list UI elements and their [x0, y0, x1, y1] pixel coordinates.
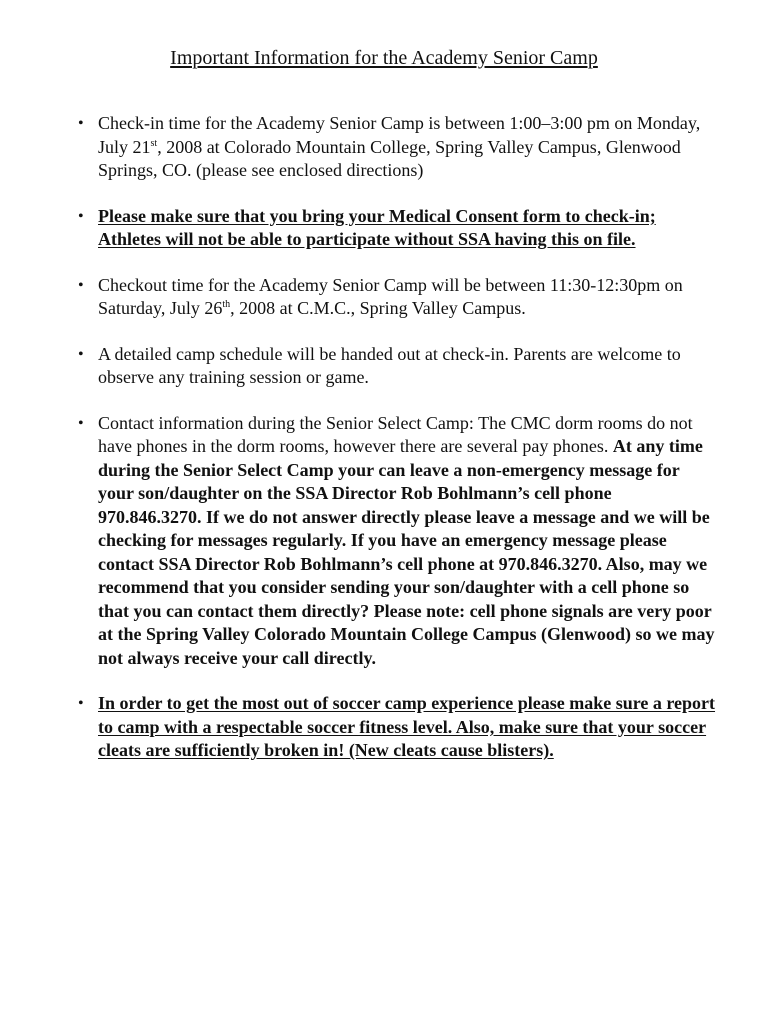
bullet-icon: •	[78, 345, 84, 363]
bullet-icon: •	[78, 115, 84, 132]
list-item-contact-info	[78, 412, 718, 671]
information-list	[78, 112, 718, 785]
fitness-text: In order to get the most out of soccer camp experience please make sure a report to camp with a respectable soccer fitness level. Also, make sure that your soccer cleats are sufficiently broken in! (New cleats cause blisters).	[98, 693, 716, 760]
list-item-checkout	[78, 274, 718, 321]
bullet-icon: •	[78, 414, 84, 432]
bullet-icon: •	[78, 695, 84, 712]
schedule-text: A detailed camp schedule will be handed out at check-in. Parents are welcome to observe any training session or game.	[98, 343, 681, 387]
list-item-checkin	[78, 112, 718, 183]
medical-consent-text: Please make sure that you bring your Medical Consent form to check-in; Athletes will not be able to participate without SSA having this on file.	[98, 205, 656, 249]
checkout-text: Checkout time for the Academy Senior Camp will be between 11:30-12:30pm on Saturday, July 26th, 2008 at C.M.C., Spring Valley Campus.	[98, 274, 683, 318]
document-title: Important Information for the Academy Senior Camp	[170, 47, 598, 69]
contact-info-text: Contact information during the Senior Select Camp: The CMC dorm rooms do not have phones in the dorm rooms, however there are several pay phones. At any time during the Senior Select Camp your can leave a non-emergency message for your son/daughter on the SSA Director Rob Bohlmann’s cell phone 970.846.3270. If we do not answer directly please leave a message and we will be checking for messages regularly. If you have an emergency message please contact SSA Director Rob Bohlmann’s cell phone at 970.846.3270. Also, may we recommend that you consider sending your son/daughter with a cell phone so that you can contact them directly? Please note: cell phone signals are very poor at the Spring Valley Colorado Mountain College Campus (Glenwood) so we may not always receive your call directly.	[98, 412, 715, 668]
bullet-icon: •	[78, 207, 84, 225]
list-item-schedule	[78, 343, 718, 390]
list-item-medical-consent	[78, 205, 718, 252]
list-item-fitness	[78, 692, 718, 763]
checkin-text: Check-in time for the Academy Senior Camp is between 1:00–3:00 pm on Monday, July 21st, 2008 at Colorado Mountain College, Spring Valley Campus, Glenwood Springs, CO. (please see enclosed directions)	[98, 113, 701, 180]
bullet-icon: •	[78, 276, 84, 294]
